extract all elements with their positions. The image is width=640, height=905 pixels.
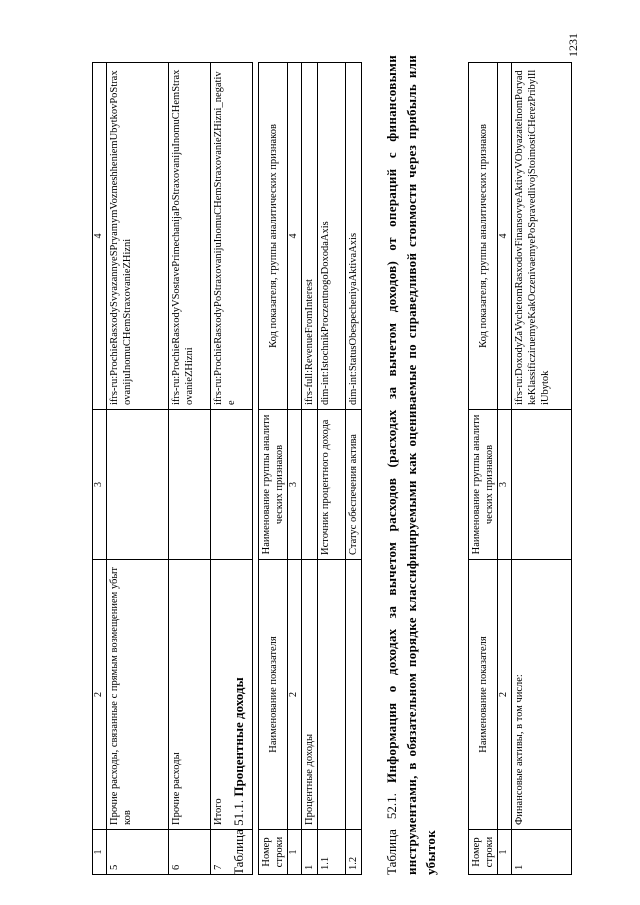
table-51: [258, 62, 362, 875]
row-name: Процентные доходы: [301, 560, 317, 830]
row-name: Финансовые активы, в том числе:: [511, 560, 571, 830]
header-cell: Наименование группы аналитических признаков: [469, 410, 498, 560]
column-number-row: [93, 63, 107, 875]
row-code: ifrs-ru:ProchieRasxodySvyazannyeSPryamymVozmeshheniemUbytkovPoStraxovanijuInomuCHemStraxovanieZHizni: [106, 63, 168, 410]
header-row: [259, 63, 288, 875]
row-number: 6: [168, 830, 210, 875]
row-group: [210, 410, 252, 560]
row-code: ifrs-ru:ProchieRasxodyPoStraxovanijuInomuCHemStraxovanieZHizni_negative: [210, 63, 252, 410]
table-row: [345, 63, 361, 875]
table-row: [301, 63, 317, 875]
col-number: 1: [93, 830, 107, 875]
table-row: [511, 63, 571, 875]
row-code: ifrs-ru:DoxodyZaVychetomRasxodovFinansovyeAktivyVObyazatelnomPoryadkeKlassificziruemyeKakOczenivaemyePoSpravedlivojStoimostiCHerezPribylIliUbytok: [511, 63, 571, 410]
caption-prefix: Таблица 52.1.: [384, 783, 399, 875]
table-51-caption: [229, 677, 249, 875]
column-number-row: [288, 63, 302, 875]
row-number: 1: [301, 830, 317, 875]
col-number: 1: [498, 830, 512, 875]
row-number: 1.1: [317, 830, 345, 875]
table-52: [468, 62, 572, 875]
col-number: 1: [288, 830, 302, 875]
row-number: 1: [511, 830, 571, 875]
row-code: dim-int:StatusObespecheniyaAktivaAxis: [345, 63, 361, 410]
header-cell: Код показателя, группы аналитических признаков: [259, 63, 288, 410]
page-number: 1231: [566, 33, 580, 57]
col-number: 2: [288, 560, 302, 830]
row-group: [301, 410, 317, 560]
col-number: 3: [498, 410, 512, 560]
row-name: Прочие расходы, связанные с прямым возмещением убытков: [106, 560, 168, 830]
table-52-caption: [382, 55, 441, 875]
col-number: 4: [93, 63, 107, 410]
col-number: 3: [288, 410, 302, 560]
row-group: [511, 410, 571, 560]
table-row: [168, 63, 210, 875]
col-number: 2: [498, 560, 512, 830]
row-group: [106, 410, 168, 560]
col-number: 4: [288, 63, 302, 410]
header-row: [469, 63, 498, 875]
header-cell: Наименование показателя: [259, 560, 288, 830]
table-row: [106, 63, 168, 875]
column-number-row: [498, 63, 512, 875]
col-number: 4: [498, 63, 512, 410]
row-name: [317, 560, 345, 830]
header-cell: Наименование группы аналитических признаков: [259, 410, 288, 560]
caption-title: Информация о доходах за вычетом расходов (расходах за вычетом доходов) от операций с финансовыми инструментами, в обязательном порядке классифицируемыми как оцениваемые по справедливой стоимости через прибыль или убыток: [384, 55, 438, 875]
col-number: 2: [93, 560, 107, 830]
row-name: Итого: [210, 560, 252, 830]
col-number: 3: [93, 410, 107, 560]
header-cell: Номер строки: [259, 830, 288, 875]
row-group: [168, 410, 210, 560]
caption-prefix: Таблица 51.1.: [231, 796, 246, 875]
header-cell: Код показателя, группы аналитических признаков: [469, 63, 498, 410]
row-name: Прочие расходы: [168, 560, 210, 830]
row-code: dim-int:IstochnikProczentnogoDoxodaAxis: [317, 63, 345, 410]
header-cell: Номер строки: [469, 830, 498, 875]
row-number: 5: [106, 830, 168, 875]
row-number: 1.2: [345, 830, 361, 875]
caption-title: Процентные доходы: [231, 677, 246, 797]
header-cell: Наименование показателя: [469, 560, 498, 830]
row-number: 7: [210, 830, 252, 875]
row-name: [345, 560, 361, 830]
table-row: [317, 63, 345, 875]
row-group: Источник процентного дохода: [317, 410, 345, 560]
row-group: Статус обеспечения актива: [345, 410, 361, 560]
row-code: ifrs-ru:ProchieRasxodyVSostavePrimechanijaPoStraxovanijuInomuCHemStraxovanieZHizni: [168, 63, 210, 410]
row-code: ifrs-full:RevenueFromInterest: [301, 63, 317, 410]
